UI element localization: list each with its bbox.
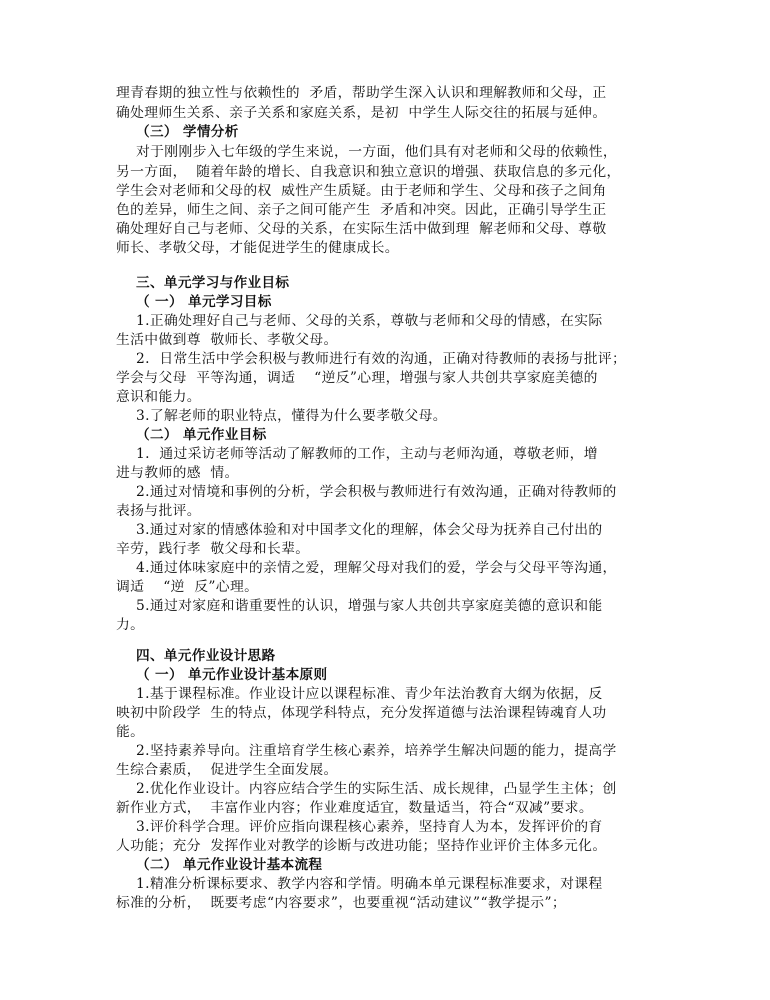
text-line: 新作业方式， 丰富作业内容；作业难度适宜，数量适当，符合“双减”要求。 <box>116 800 593 816</box>
text-line: 表扬与批评。 <box>116 503 201 519</box>
subsection-heading: （ 一） 单元作业设计基本原则 <box>136 667 328 683</box>
text-line: 师长、孝敬父母，才能促进学生的健康成长。 <box>116 240 399 256</box>
text-line: 3.通过对家的情感体验和对中国孝文化的理解，体会父母为抚养自己付出的 <box>136 522 603 538</box>
text-line: 5.通过对家庭和谐重要性的认识，增强与家人共创共享家庭美德的意识和能 <box>136 598 603 614</box>
text-line: 3.评价科学合理。评价应指向课程核心素养，坚持育人为本，发挥评价的育 <box>136 819 603 835</box>
subsection-heading: （二） 单元作业目标 <box>136 427 267 443</box>
text-line: 色的差异，师生之间、亲子之间可能产生 矛盾和冲突。因此，正确引导学生正 <box>116 202 607 218</box>
text-line: 3.了解老师的职业特点，懂得为什么要孝敬父母。 <box>136 408 447 424</box>
text-line: 标准的分析， 既要考虑“内容要求”，也要重视“活动建议”“教学提示”； <box>116 895 567 911</box>
text-line: 映初中阶段学 生的特点，体现学科特点，充分发挥道德与法治课程铸魂育人功 <box>116 705 607 721</box>
section-heading: 三、单元学习与作业目标 <box>136 275 290 291</box>
text-line: 4.通过体味家庭中的亲情之爱，理解父母对我们的爱，学会与父母平等沟通， <box>136 560 617 576</box>
text-line: 2. 日常生活中学会积极与教师进行有效的沟通，正确对待教师的表扬与批评； <box>136 351 627 367</box>
text-line: 1. 通过采访老师等活动了解教师的工作，主动与老师沟通，尊敬老师，增 <box>136 446 598 462</box>
text-line: 1.精准分析课标要求、教学内容和学情。明确本单元课程标准要求，对课程 <box>136 876 603 892</box>
text-line: 进与教师的感 情。 <box>116 465 239 481</box>
section-heading: 四、单元作业设计思路 <box>136 648 276 664</box>
subsection-heading: （ 一） 单元学习目标 <box>136 294 272 310</box>
text-line: 另一方面， 随着年龄的增长、自我意识和独立意识的增强、获取信息的多元化， <box>116 164 621 180</box>
text-line: 2.通过对情境和事例的分析，学会积极与教师进行有效沟通，正确对待教师的 <box>136 484 617 500</box>
text-line: 调适 “逆 反”心理。 <box>116 579 259 595</box>
text-line: 确处理好自己与老师、父母的关系，在实际生活中做到理 解老师和父母、尊敬 <box>116 221 607 237</box>
text-line: 确处理师生关系、亲子关系和家庭关系，是初 中学生人际交往的拓展与延伸。 <box>116 105 607 121</box>
text-line: 能。 <box>116 724 145 740</box>
text-line: 1.基于课程标准。作业设计应以课程标准、青少年法治教育大纲为依据，反 <box>136 686 603 702</box>
text-line: 学会与父母 平等沟通，调适 “逆反”心理，增强与家人共创共享家庭美德的 <box>116 370 598 386</box>
text-line: 力。 <box>116 617 145 633</box>
text-line: 生综合素质， 促进学生全面发展。 <box>116 762 338 778</box>
text-line: 人功能；充分 发挥作业对教学的诊断与改进功能；坚持作业评价主体多元化。 <box>116 838 607 854</box>
text-line: 生活中做到尊 敬师长、孝敬父母。 <box>116 332 338 348</box>
text-line: 1.正确处理好自己与老师、父母的关系，尊敬与老师和父母的情感，在实际 <box>136 313 603 329</box>
text-line: 2.坚持素养导向。注重培育学生核心素养，培养学生解决问题的能力，提高学 <box>136 743 617 759</box>
text-line: 意识和能力。 <box>116 389 201 405</box>
text-line: 学生会对老师和父母的权 威性产生质疑。由于老师和学生、父母和孩子之间角 <box>116 183 607 199</box>
text-line: 对于刚刚步入七年级的学生来说，一方面，他们具有对老师和父母的依赖性， <box>136 144 617 160</box>
text-line: 理青春期的独立性与依赖性的 矛盾，帮助学生深入认识和理解教师和父母，正 <box>116 85 607 101</box>
text-line: 辛劳，践行孝 敬父母和长辈。 <box>116 541 310 557</box>
subsection-heading: （二） 单元作业设计基本流程 <box>136 857 323 873</box>
text-line: 2.优化作业设计。内容应结合学生的实际生活、成长规律，凸显学生主体；创 <box>136 781 617 797</box>
subsection-heading: （三） 学情分析 <box>136 124 239 140</box>
